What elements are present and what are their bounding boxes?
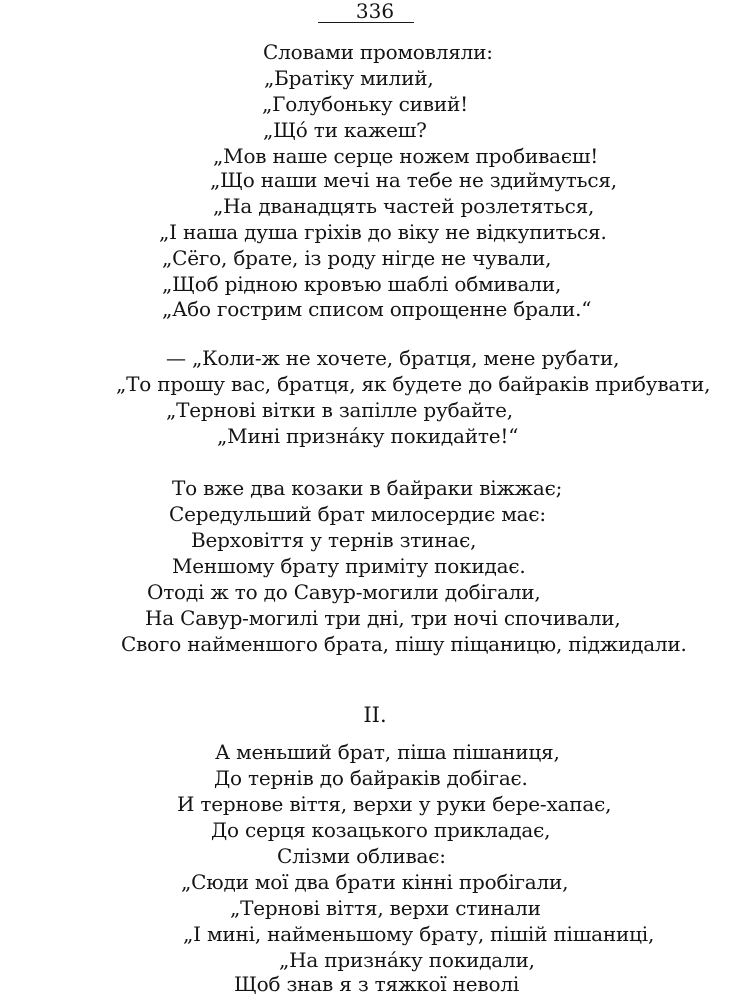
poem-line: Отоді ж то до Савур-могили добігали, <box>147 580 541 604</box>
poem-line: „Голубоньку сивий! <box>262 92 468 116</box>
poem-line: „Сёго, брате, із роду нігде не чували, <box>162 246 552 270</box>
poem-line: — „Коли-ж не хочете, братця, мене рубати, <box>166 346 620 370</box>
poem-line: „І наша душа гріхів до віку не відкупиться. <box>159 220 607 244</box>
header-rule <box>318 22 414 23</box>
poem-line: До тернів до байраків добігає. <box>214 766 528 790</box>
poem-line: А меньший брат, піша пішаниця, <box>215 740 560 764</box>
poem-line: Словами промовляли: <box>263 40 493 64</box>
poem-line: „На признáку покидали, <box>279 948 535 972</box>
poem-line: „Братіку милий, <box>264 66 434 90</box>
poem-line: „Сюди мої два брати кінні пробігали, <box>181 870 569 894</box>
page-number: 336 <box>355 0 395 23</box>
poem-line: Щоб знав я з тяжкої неволі <box>234 972 520 996</box>
poem-line: „То прошу вас, братця, як будете до байраків прибувати, <box>116 372 711 396</box>
poem-line: „Мині признáку покидайте!“ <box>217 424 519 448</box>
poem-line: То вже два козаки в байраки вiжжає; <box>172 476 563 500</box>
poem-line: До серця козацького прикладає, <box>211 818 551 842</box>
poem-line: Верховіття у тернів зтинає, <box>191 528 477 552</box>
poem-line: „Щó ти кажеш? <box>263 118 427 142</box>
poem-line: На Савур-могилі три дні, три ночі спочивали, <box>145 606 621 630</box>
poem-line: „І мині, найменьшому брату, пішій пішаниці, <box>183 922 655 946</box>
poem-line: „Щоб рідною кровъю шаблі обмивали, <box>162 272 562 296</box>
poem-line: Слізми обливає: <box>277 844 446 868</box>
section-heading: II. <box>363 703 387 727</box>
poem-line: „Що наши мечі на тебе не здиймуться, <box>210 168 617 192</box>
poem-line: „Тернові віття, верхи стинали <box>230 896 541 920</box>
poem-line: Свого найменшого брата, пішу піщаницю, піджидали. <box>121 632 687 656</box>
poem-line: „На дванадцять частей розлетяться, <box>213 194 595 218</box>
poem-line: Меншому брату приміту покидає. <box>172 554 526 578</box>
poem-line: „Або гострим списом опрощенне брали.“ <box>162 297 592 321</box>
poem-line: Середульший брат милосердиє має: <box>169 502 546 526</box>
poem-line: И тернове віття, верхи у руки бере-хапає, <box>177 792 612 816</box>
poem-line: „Тернові вітки в запілле рубайте, <box>166 398 513 422</box>
poem-line: „Мов наше серце ножем пробиваєш! <box>213 144 599 168</box>
